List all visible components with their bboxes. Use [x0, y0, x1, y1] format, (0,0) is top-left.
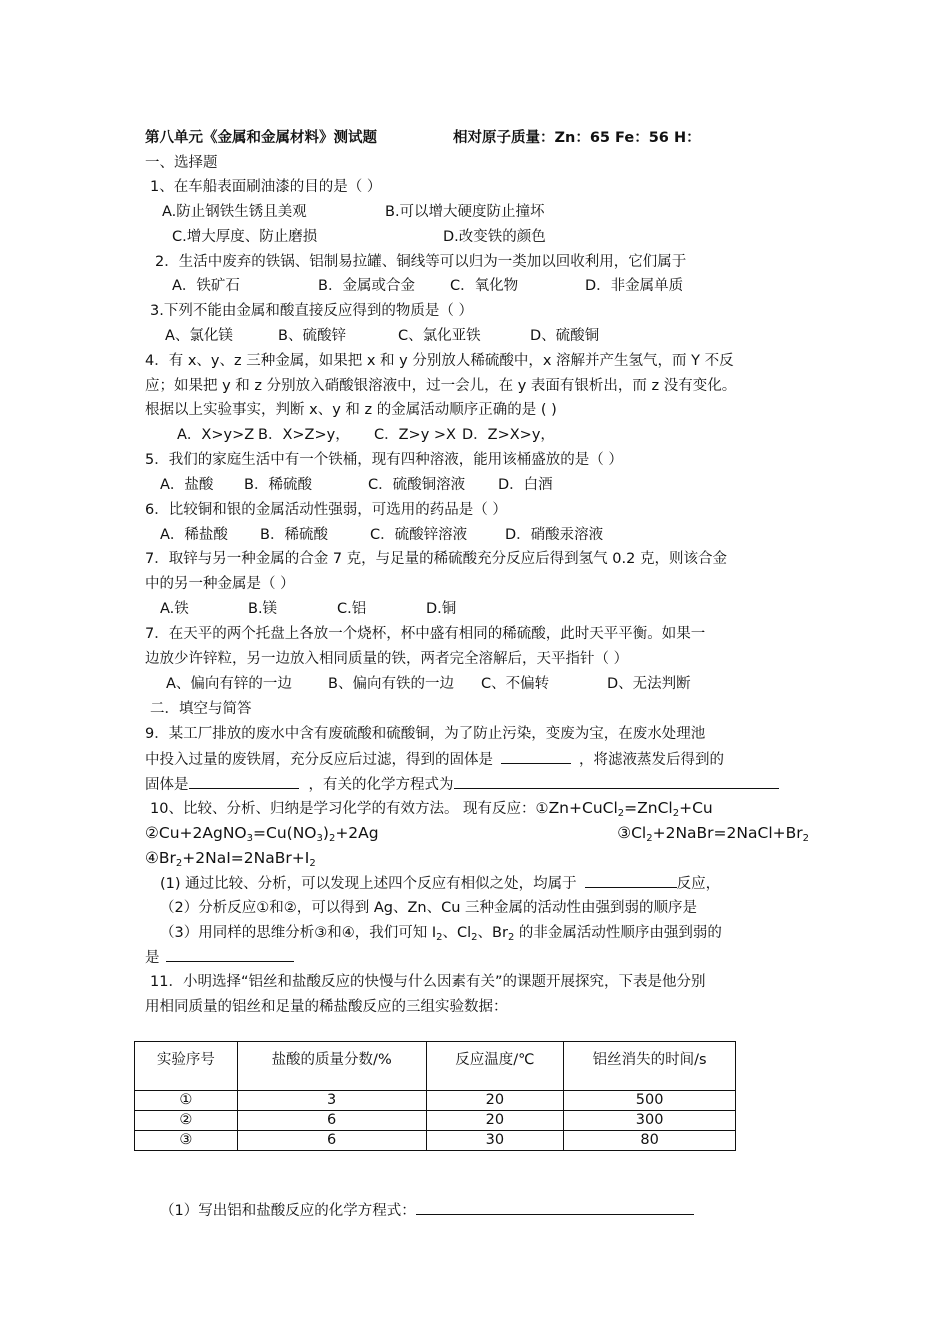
table-cell: ③: [135, 1131, 238, 1151]
table-cell: 3: [237, 1091, 426, 1111]
q5-option-c: C．硫酸铜溶液: [368, 477, 466, 493]
q2-stem: 2．生活中废弃的铁锅、铝制易拉罐、铜线等可以归为一类加以回收利用，它们属于: [155, 254, 687, 270]
reaction-line-2-3: [145, 823, 809, 843]
answer-blank-nonmetal-order[interactable]: [166, 947, 294, 962]
q1-stem: 1、在车船表面刷油漆的目的是（ ）: [150, 179, 382, 195]
q7-option-b: B.镁: [248, 601, 278, 617]
q3-option-d: D、硫酸铜: [530, 328, 600, 344]
answer-blank-filtrate[interactable]: [189, 774, 299, 789]
table-row: [135, 1111, 736, 1131]
q2-option-c: C．氧化物: [450, 278, 519, 294]
q3-option-a: A、氯化镁: [165, 328, 233, 344]
q9-line-3: 固体是 ，有关的化学方程式为: [145, 774, 779, 795]
q6-option-a: A．稀盐酸: [160, 527, 228, 543]
q11-sub-1: （1）写出铝和盐酸反应的化学方程式：: [160, 1200, 694, 1221]
q5-option-b: B．稀硫酸: [244, 477, 312, 493]
q11-line-2: 用相同质量的铝丝和足量的稀盐酸反应的三组实验数据：: [145, 999, 508, 1015]
table-header-row: [135, 1042, 736, 1091]
q5-option-d: D．白酒: [498, 477, 553, 493]
q1-option-a: A.防止钢铁生锈且美观: [162, 204, 307, 220]
section-title-choice: 一、选择题: [145, 155, 218, 171]
q9-line-1: 9．某工厂排放的废水中含有废硫酸和硫酸铜，为了防止污染，变废为宝，在废水处理池: [145, 726, 706, 742]
table-header-cell: 反应温度/℃: [426, 1042, 564, 1091]
table-cell: 500: [564, 1091, 736, 1111]
q7-line-1: 7．取锌与另一种金属的合金 7 克，与足量的稀硫酸充分反应后得到氢气 0.2 克，则该合金: [145, 551, 727, 567]
atomic-mass-note: 相对原子质量：Zn：65 Fe：56 H：: [453, 130, 701, 146]
answer-blank-equation[interactable]: [454, 774, 779, 789]
q4-option-b: B．X>Z>y，: [258, 427, 350, 443]
q6-stem: 6．比较铜和银的金属活动性强弱，可选用的药品是（ ）: [145, 502, 507, 518]
q10-part-3-cont: 是: [145, 947, 294, 968]
q7-line-2: 中的另一种金属是（ ）: [145, 576, 295, 592]
table-header-cell: 盐酸的质量分数/%: [237, 1042, 426, 1091]
table-row: [135, 1091, 736, 1111]
q4-line-3: 根据以上实验事实，判断 x、y 和 z 的金属活动顺序正确的是 ( ): [145, 402, 557, 418]
q10-intro: 10、比较、分析、归纳是学习化学的有效方法。 现有反应：①Zn+CuCl$_2$=ZnCl$_2$+Cu: [150, 799, 713, 819]
table-cell: 6: [237, 1111, 426, 1131]
experiment-table: [134, 1041, 736, 1151]
q4-line-2: 应；如果把 y 和 z 分别放入硝酸银溶液中，过一会儿，在 y 表面有银析出，而 z 没有变化。: [145, 378, 737, 394]
q3-stem: 3.下列不能由金属和酸直接反应得到的物质是（ ）: [150, 303, 473, 319]
q9-line-2: 中投入过量的废铁屑，充分反应后过滤，得到的固体是 ，将滤液蒸发后得到的: [145, 749, 724, 770]
table-cell: 20: [426, 1111, 564, 1131]
q4-option-a: A．X>y>Z: [177, 427, 255, 443]
table-cell: 20: [426, 1091, 564, 1111]
q2-option-a: A．铁矿石: [172, 278, 240, 294]
q4-option-d: D．Z>X>y，: [462, 427, 555, 443]
q5-option-a: A．盐酸: [160, 477, 214, 493]
section-title-fill: 二．填空与简答: [150, 701, 252, 717]
q11-line-1: 11．小明选择“铝丝和盐酸反应的快慢与什么因素有关”的课题开展探究，下表是他分别: [150, 974, 706, 990]
table-row: [135, 1131, 736, 1151]
q3-option-c: C、氯化亚铁: [398, 328, 481, 344]
reaction-1: Zn+CuCl$_2$=ZnCl$_2$+Cu: [548, 799, 713, 819]
table-cell: 30: [426, 1131, 564, 1151]
q4-option-c: C．Z>y >X: [374, 427, 456, 443]
table-cell: ②: [135, 1111, 238, 1131]
q5-stem: 5．我们的家庭生活中有一个铁桶，现有四种溶液，能用该桶盛放的是（ ）: [145, 452, 623, 468]
q1-option-d: D.改变铁的颜色: [443, 229, 546, 245]
q7-option-d: D.铜: [426, 601, 457, 617]
q8-option-b: B、偏向有铁的一边: [328, 676, 454, 692]
q6-option-c: C．硫酸锌溶液: [370, 527, 468, 543]
reaction-2: $②Cu+2AgNO_3=Cu(NO_3)_2+2Ag$: [145, 824, 379, 844]
answer-blank-reaction-type[interactable]: [585, 873, 677, 888]
answer-blank-solid[interactable]: [501, 749, 571, 764]
q7-option-a: A.铁: [160, 601, 189, 617]
q3-option-b: B、硫酸锌: [278, 328, 346, 344]
page-title: [145, 128, 701, 148]
q8-option-c: C、不偏转: [481, 676, 550, 692]
q10-part-1: (1) 通过比较、分析，可以发现上述四个反应有相似之处，均属于 反应，: [160, 873, 720, 894]
q6-option-d: D．硝酸汞溶液: [505, 527, 604, 543]
reaction-4: $④Br_2+2NaI=2NaBr+I_2$: [145, 849, 316, 869]
table-cell: 300: [564, 1111, 736, 1131]
q4-line-1: 4．有 x、y、z 三种金属，如果把 x 和 y 分别放人稀硫酸中，x 溶解并产生氢气，而 Y 不反: [145, 353, 734, 369]
q7-option-c: C.铝: [337, 601, 367, 617]
q8-option-a: A、偏向有锌的一边: [166, 676, 292, 692]
table-cell: ①: [135, 1091, 238, 1111]
q2-option-d: D．非金属单质: [585, 278, 684, 294]
table-header-cell: 铝丝消失的时间/s: [564, 1042, 736, 1091]
q8-line-1: 7．在天平的两个托盘上各放一个烧杯，杯中盛有相同的稀硫酸，此时天平平衡。如果一: [145, 626, 706, 642]
exam-title: 第八单元《金属和金属材料》测试题: [145, 130, 377, 146]
q1-option-c: C.增大厚度、防止磨损: [172, 229, 318, 245]
reaction-3: $③Cl_2+2NaBr=2NaCl+Br_2$: [617, 824, 809, 844]
q2-option-b: B．金属或合金: [318, 278, 415, 294]
table-cell: 6: [237, 1131, 426, 1151]
q10-part-2: （2）分析反应①和②，可以得到 Ag、Zn、Cu 三种金属的活动性由强到弱的顺序是: [160, 900, 697, 916]
q6-option-b: B．稀硫酸: [260, 527, 328, 543]
q8-option-d: D、无法判断: [607, 676, 691, 692]
table-cell: 80: [564, 1131, 736, 1151]
q10-part-3: （3）用同样的思维分析③和④，我们可知 $I_2$、$Cl_2$、$Br_2$ 的非金属活动性顺序由强到弱的: [160, 925, 722, 943]
answer-blank-al-equation[interactable]: [416, 1200, 694, 1215]
table-header-cell: 实验序号: [135, 1042, 238, 1091]
q8-line-2: 边放少许锌粒，另一边放入相同质量的铁，两者完全溶解后，天平指针（ ）: [145, 651, 629, 667]
q1-option-b: B.可以增大硬度防止撞坏: [385, 204, 545, 220]
